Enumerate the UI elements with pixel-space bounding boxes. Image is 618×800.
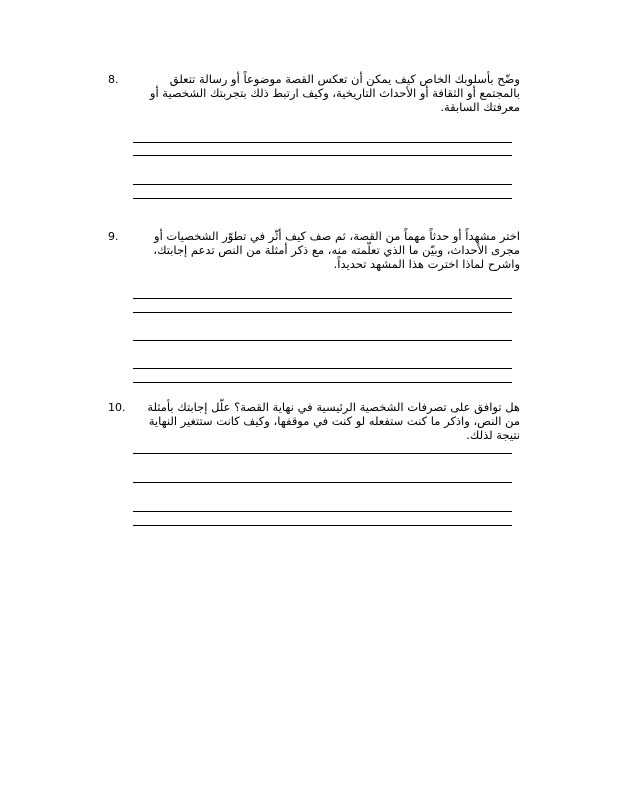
- question-10: [108, 400, 520, 530]
- answer-line: [133, 155, 512, 156]
- answer-line: [133, 511, 512, 512]
- question-text: اختر مشهداً أو حدثاً مهماً من القصة، ثم صف كيف أثّر في تطوّر الشخصيات أو مجرى الأحداث، وبيّن ما الذي تعلّمته منه، مع ذكر أمثلة من النص تدعم إجابتك، واشرح لماذا اخترت هذا المشهد تحديداً.: [153, 229, 520, 271]
- answer-line: [133, 184, 512, 185]
- question-text: هل توافق على تصرفات الشخصية الرئيسية في نهاية القصة؟ علّل إجابتك بأمثلة من النص، واذكر ما كنت ستفعله لو كنت في موقفها، وكيف كانت ستتغير النهاية نتيجة لذلك.: [147, 400, 520, 442]
- answer-line: [133, 298, 512, 299]
- answer-line: [133, 482, 512, 483]
- question-9: [108, 229, 520, 389]
- answer-line: [133, 382, 512, 383]
- question-number: 8.: [108, 73, 119, 86]
- answer-line: [133, 340, 512, 341]
- answer-line: [133, 525, 512, 526]
- answer-line: [133, 142, 512, 143]
- answer-line: [133, 368, 512, 369]
- question-text: وضّح بأسلوبك الخاص كيف يمكن أن تعكس القصة موضوعاً أو رسالة تتعلق بالمجتمع أو الثقافة أو الأحداث التاريخية، وكيف ارتبط ذلك بتجربتك الشخصية أو معرفتك السابقة.: [149, 72, 520, 114]
- question-8: [108, 72, 520, 222]
- answer-line: [133, 312, 512, 313]
- question-number: 9.: [108, 230, 119, 243]
- question-number: 10.: [108, 401, 126, 414]
- answer-line: [133, 453, 512, 454]
- answer-line: [133, 198, 512, 199]
